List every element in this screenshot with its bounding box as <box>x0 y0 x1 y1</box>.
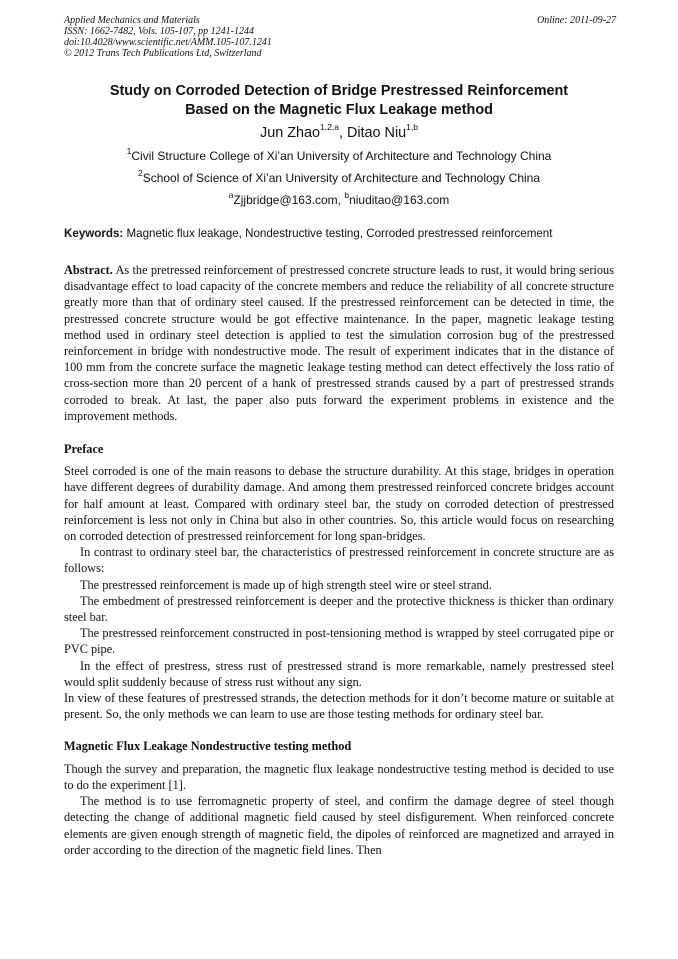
journal-header <box>64 15 616 59</box>
issn-line: ISSN: 1662-7482, Vols. 105-107, pp 1241-1244 <box>64 26 254 37</box>
paper-body <box>64 262 614 858</box>
author-1-affiliation: 1,2,a <box>320 122 339 133</box>
email-separator: , <box>337 193 345 207</box>
mfl-heading: Magnetic Flux Leakage Nondestructive testing method <box>64 739 352 754</box>
email-a: Zjjbridge@163.com <box>233 193 338 207</box>
preface-paragraph-1: Steel corroded is one of the main reasons to debase the structure durability. At this stage, bridges in operation have different degrees of durability damage. And among them prestressed reinforced concrete bridges account for half amount at least. Compared with ordinary steel bar, the study on corroded detection of prestressed reinforcement is less not only in China but also in other countries. So, this article would focus on researching on corroded detection of prestressed reinforcement for long span-bridges. <box>64 464 614 544</box>
affiliation-1-text: Civil Structure College of Xi’an University of Architecture and Technology China <box>131 149 552 163</box>
affiliation-2-text: School of Science of Xi’an University of Architecture and Technology China <box>142 171 541 185</box>
email-b-marker: b <box>344 190 350 200</box>
mfl-paragraph-1: Though the survey and preparation, the magnetic flux leakage nondestructive testing method is decided to use to do the experiment [1]. <box>64 761 614 792</box>
abstract-label: Abstract. <box>64 263 113 277</box>
email-a-marker: a <box>228 190 234 200</box>
author-2-affiliation: 1,b <box>406 122 418 133</box>
author-separator: , <box>338 125 347 141</box>
keywords <box>64 227 624 241</box>
keywords-text: Magnetic flux leakage, Nondestructive testing, Corroded prestressed reinforcement <box>123 227 553 240</box>
author-1-name: Jun Zhao <box>260 125 321 141</box>
section-gap <box>64 722 614 738</box>
author-list <box>40 124 638 142</box>
abstract-text: As the pretressed reinforcement of prestressed concrete structure leads to rust, it would bring serious disadvantage effect to load capacity of the concrete members and reduce the reliability of all concrete structure greatly more than that of ordinary steel caused. If the prestressed reinforcement can be detected in time, the prestressed concrete structure would be got effective maintenance. In the paper, magnetic leakage testing method used in ordinary steel detection is applied to test the simulation corrosion bug of the prestressed reinforcement in bridge with nondestructive mode. The result of experiment indicates that in the distance of 100 mm from the concrete surface the magnetic leakage testing method can detect effectively the loss ratio of cross-section more than 20 percent of a hank of prestressed strands caused by a part of prestressed strands corroded to break. At last, the paper also puts forward the experiment problems in existence and the improvement methods. <box>64 263 614 423</box>
affiliation-2-marker: 2 <box>137 168 143 178</box>
preface-paragraph-5: The prestressed reinforcement constructed in post-tensioning method is wrapped by steel corrugated pipe or PVC pipe. <box>64 626 614 657</box>
preface-paragraph-3: The prestressed reinforcement is made up of high strength steel wire or steel strand. <box>80 577 492 592</box>
journal-name: Applied Mechanics and Materials <box>64 15 200 26</box>
paper-title <box>40 82 638 120</box>
author-2-name: Ditao Niu <box>346 125 407 141</box>
preface-heading: Preface <box>64 442 104 457</box>
mfl-paragraph-2: The method is to use ferromagnetic property of steel, and confirm the damage degree of steel though detecting the change of additional magnetic field caused by steel disfigurement. When reinforced concrete elements are given enough strength of magnetic field, the dipoles of reinforced are magnetized and arrayed in order according to the direction of the magnetic field lines. Then <box>64 794 614 857</box>
affiliation-1 <box>40 146 638 163</box>
copyright-line: © 2012 Trans Tech Publications Ltd, Switzerland <box>64 48 262 59</box>
preface-paragraph-7: In view of these features of prestressed strands, the detection methods for it don’t become mature or suitable at present. So, the only methods we can learn to use are those testing methods for ordinary steel bar. <box>64 691 614 722</box>
author-emails <box>40 190 638 207</box>
title-line-2: Based on the Magnetic Flux Leakage method <box>185 102 493 118</box>
preface-paragraph-6: In the effect of prestress, stress rust of prestressed strand is more remarkable, namely prestressed steel would split suddenly because of stress rust without any sign. <box>64 658 614 689</box>
abstract <box>64 262 614 424</box>
email-b: niuditao@163.com <box>349 193 450 207</box>
preface-paragraph-4: The embedment of prestressed reinforcement is deeper and the protective thickness is thicker than ordinary steel bar. <box>64 593 614 625</box>
section-gap <box>64 424 614 441</box>
online-date: Online: 2011-09-27 <box>537 15 616 26</box>
doi-line: doi:10.4028/www.scientific.net/AMM.105-107.1241 <box>64 37 272 48</box>
keywords-label: Keywords: <box>64 227 124 240</box>
preface-paragraph-2: In contrast to ordinary steel bar, the characteristics of prestressed reinforcement in concrete structure are as follows: <box>64 545 614 576</box>
title-line-1: Study on Corroded Detection of Bridge Prestressed Reinforcement <box>109 83 569 99</box>
affiliation-1-marker: 1 <box>126 146 132 156</box>
affiliation-2 <box>40 168 638 185</box>
